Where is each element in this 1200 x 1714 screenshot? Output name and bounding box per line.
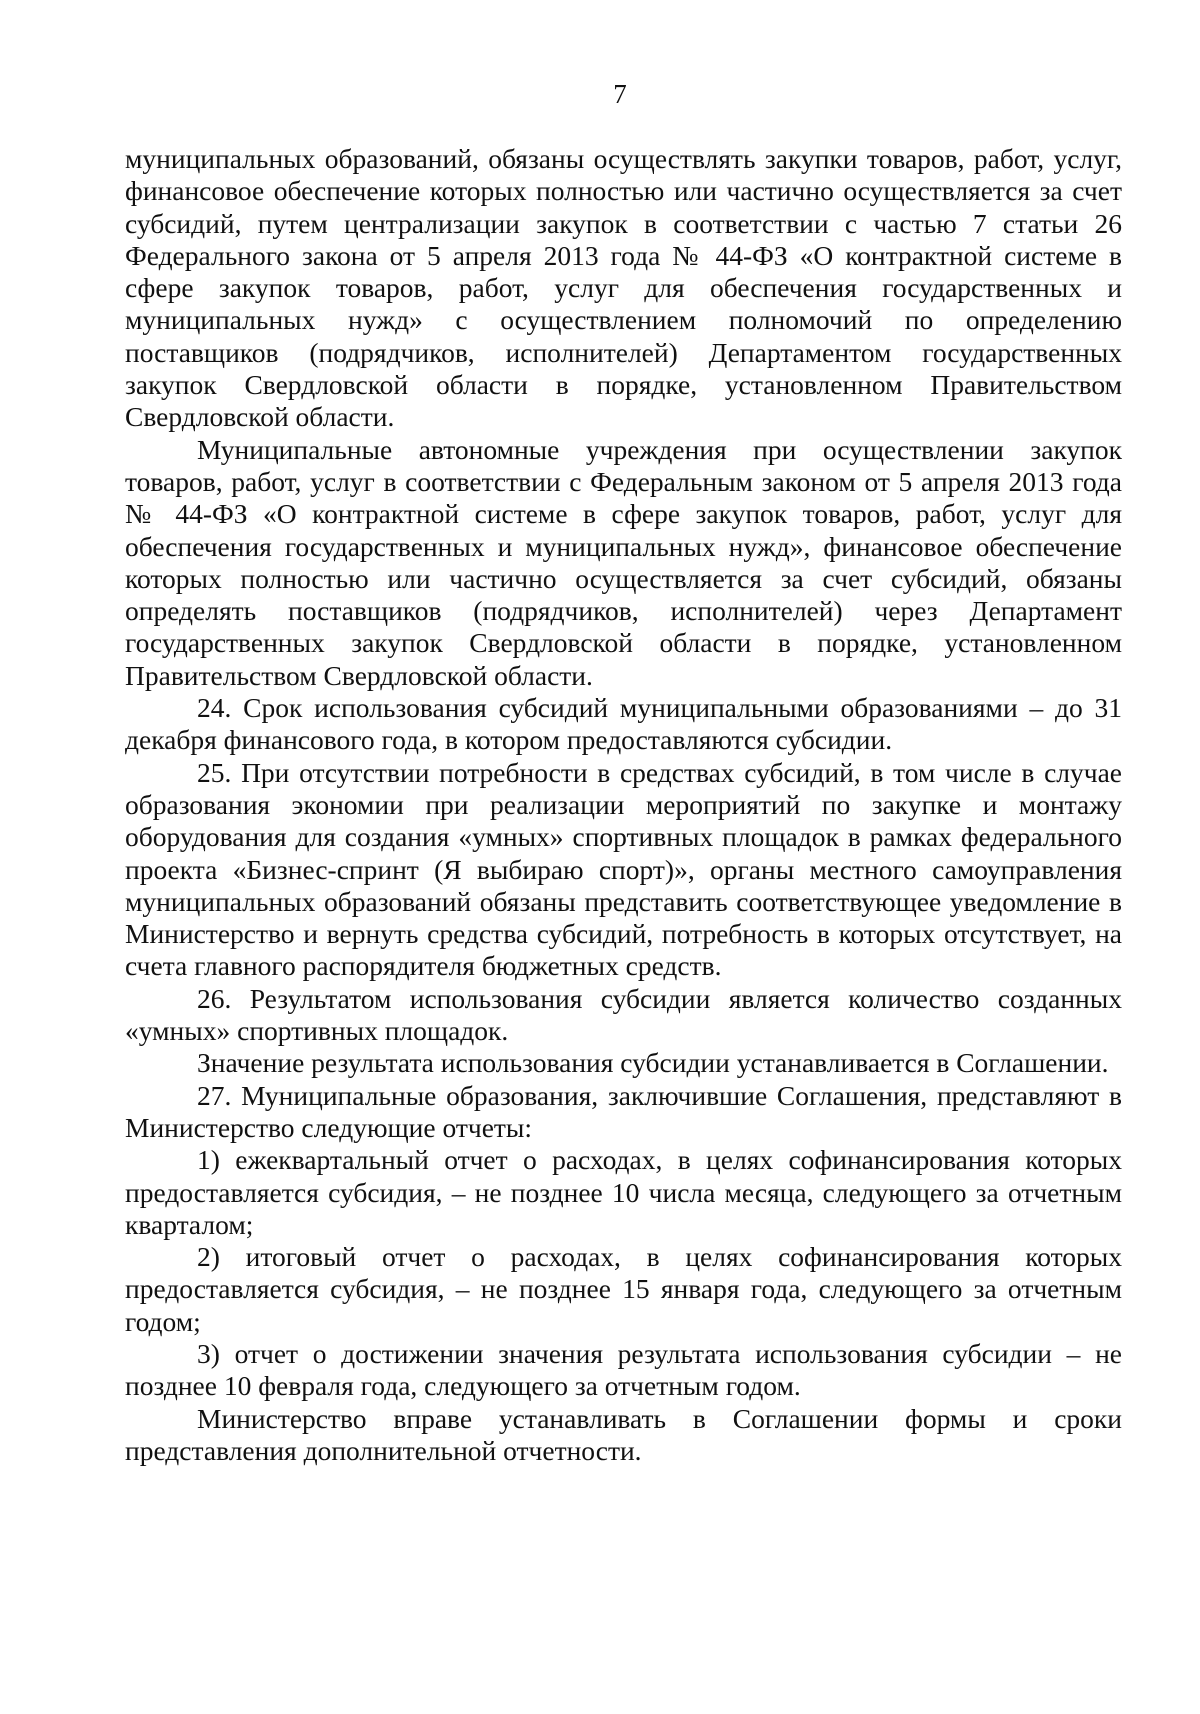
document-body xyxy=(125,143,1122,1467)
paragraph-item-27: 27. Муниципальные образования, заключившие Соглашения, представляют в Министерство следующие отчеты: xyxy=(125,1079,1122,1143)
paragraph-autonomous-institutions: Муниципальные автономные учреждения при осуществлении закупок товаров, работ, услуг в соответствии с Федеральным законом от 5 апреля 2013 года № 44-ФЗ «О контрактной системе в сфере закупок товаров, работ, услуг для обеспечения государственных и муниципальных нужд», финансовое обеспечение которых полностью или частично осуществляется за счет субсидий, обязаны определять поставщиков (подрядчиков, исполнителей) через Департамент государственных закупок Свердловской области в порядке, установленном Правительством Свердловской области. xyxy=(125,433,1122,691)
paragraph-result-value: Значение результата использования субсидии устанавливается в Соглашении. xyxy=(197,1047,1109,1079)
list-item-report-3: 3) отчет о достижении значения результата использования субсидии – не позднее 10 февраля года, следующего за отчетным годом. xyxy=(125,1337,1122,1402)
paragraph-item-26: 26. Результатом использования субсидии является количество созданных «умных» спортивных площадок. xyxy=(125,982,1122,1047)
list-item-report-2: 2) итоговый отчет о расходах, в целях софинансирования которых предоставляется субсидия, – не позднее 15 января года, следующего за отчетным годом; xyxy=(125,1241,1122,1337)
page-number: 7 xyxy=(613,79,627,109)
list-item-report-1: 1) ежеквартальный отчет о расходах, в целях софинансирования которых предоставляется субсидия, – не позднее 10 числа месяца, следующего за отчетным кварталом; xyxy=(125,1144,1122,1240)
paragraph-continuation: муниципальных образований, обязаны осуществлять закупки товаров, работ, услуг, финансовое обеспечение которых полностью или частично осуществляется за счет субсидий, путем централизации закупок в соответствии с частью 7 статьи 26 Федерального закона от 5 апреля 2013 года № 44-ФЗ «О контрактной системе в сфере закупок товаров, работ, услуг для обеспечения государственных и муниципальных нужд» с осуществлением полномочий по определению поставщиков (подрядчиков, исполнителей) Департаментом государственных закупок Свердловской области в порядке, установленном Правительством Свердловской области. xyxy=(125,143,1122,433)
paragraph-item-25: 25. При отсутствии потребности в средствах субсидий, в том числе в случае образования экономии при реализации мероприятий по закупке и монтажу оборудования для создания «умных» спортивных площадок в рамках федерального проекта «Бизнес-спринт (Я выбираю спорт)», органы местного самоуправления муниципальных образований обязаны представить соответствующее уведомление в Министерство и вернуть средства субсидий, потребность в которых отсутствует, на счета главного распорядителя бюджетных средств. xyxy=(125,756,1122,982)
paragraph-additional-reporting: Министерство вправе устанавливать в Соглашении формы и сроки представления дополнительной отчетности. xyxy=(125,1402,1122,1466)
paragraph-item-24: 24. Срок использования субсидий муниципальными образованиями – до 31 декабря финансового года, в котором предоставляются субсидии. xyxy=(125,692,1122,756)
